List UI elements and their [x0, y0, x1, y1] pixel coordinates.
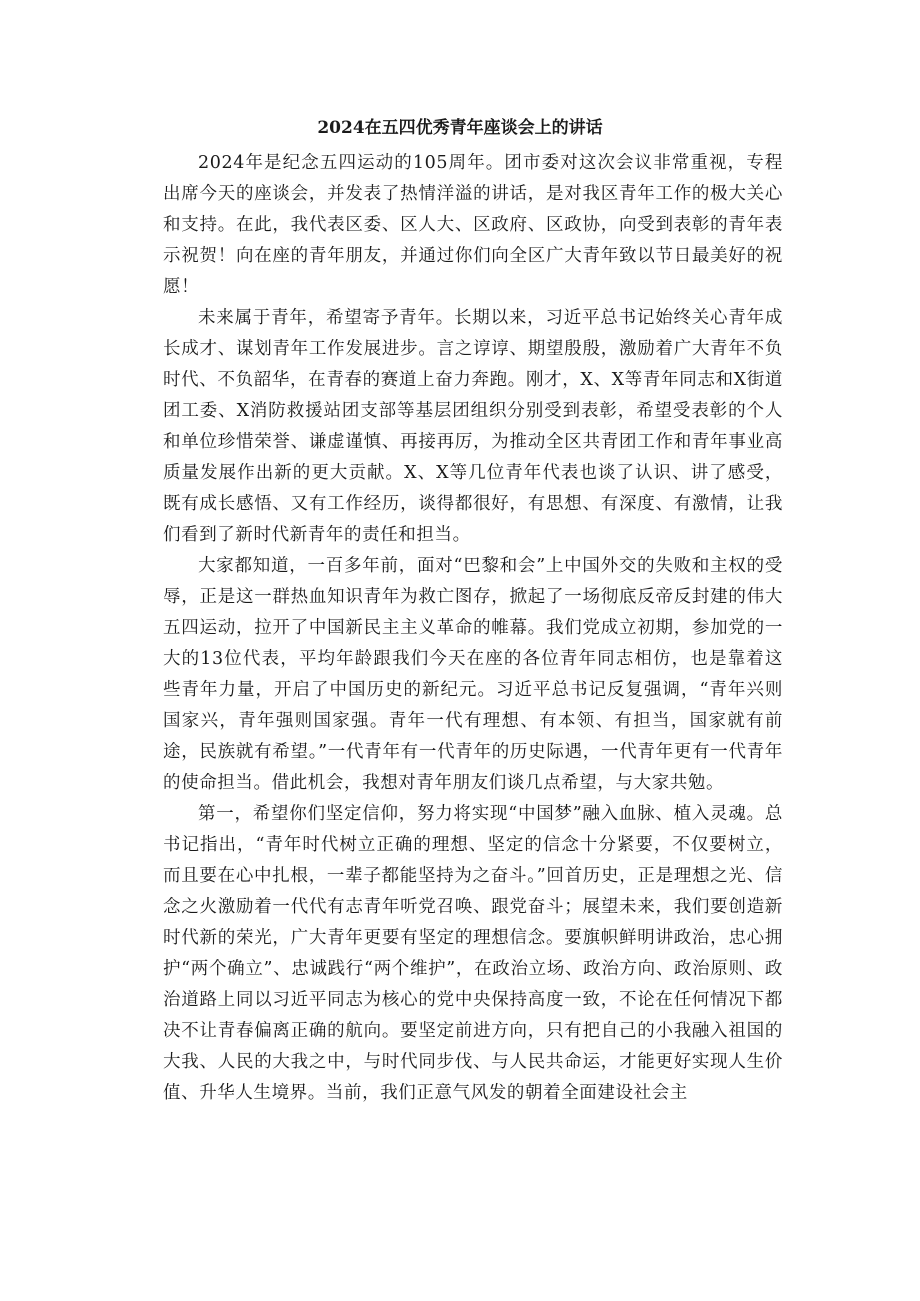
- paragraph-1: 2024年是纪念五四运动的105周年。团市委对这次会议非常重视，专程出席今天的座谈会，并发表了热情洋溢的讲话，是对我区青年工作的极大关心和支持。在此，我代表区委、区人大、区政府、区政协，向受到表彰的青年表示祝贺！向在座的青年朋友，并通过你们向全区广大青年致以节日最美好的祝愿！: [163, 153, 783, 297]
- paragraph-4: 第一，希望你们坚定信仰，努力将实现“中国梦”融入血脉、植入灵魂。总书记指出，“青年时代树立正确的理想、坚定的信念十分紧要，不仅要树立，而且要在心中扎根，一辈子都能坚持为之奋斗。”回首历史，正是理想之光、信念之火激励着一代代有志青年听党召唤、跟党奋斗；展望未来，我们要创造新时代新的荣光，广大青年更要有坚定的理想信念。要旗帜鲜明讲政治，忠心拥护“两个确立”、忠诚践行“两个维护”，在政治立场、政治方向、政治原则、政治道路上同以习近平同志为核心的党中央保持高度一致，不论在任何情况下都决不让青春偏离正确的航向。要坚定前进方向，只有把自己的小我融入祖国的大我、人民的大我之中，与时代同步伐、与人民共命运，才能更好实现人生价值、升华人生境界。当前，我们正意气风发的朝着全面建设社会主: [163, 804, 783, 1103]
- paragraph-3: 大家都知道，一百多年前，面对“巴黎和会”上中国外交的失败和主权的受辱，正是这一群热血知识青年为救亡图存，掀起了一场彻底反帝反封建的伟大五四运动，拉开了中国新民主主义革命的帷幕。我们党成立初期，参加党的一大的13位代表，平均年龄跟我们今天在座的各位青年同志相仿，也是靠着这些青年力量，开启了中国历史的新纪元。习近平总书记反复强调，“青年兴则国家兴，青年强则国家强。青年一代有理想、有本领、有担当，国家就有前途，民族就有希望。”一代青年有一代青年的历史际遇，一代青年更有一代青年的使命担当。借此机会，我想对青年朋友们谈几点希望，与大家共勉。: [163, 556, 783, 793]
- document-body: [163, 148, 783, 1109]
- paragraph-2: 未来属于青年，希望寄予青年。长期以来，习近平总书记始终关心青年成长成才、谋划青年工作发展进步。言之谆谆、期望殷殷，激励着广大青年不负时代、不负韶华，在青春的赛道上奋力奔跑。刚才，X、X等青年同志和X街道团工委、X消防救援站团支部等基层团组织分别受到表彰，希望受表彰的个人和单位珍惜荣誉、谦虚谨慎、再接再厉，为推动全区共青团工作和青年事业高质量发展作出新的更大贡献。X、X等几位青年代表也谈了认识、讲了感受，既有成长感悟、又有工作经历，谈得都很好，有思想、有深度、有激情，让我们看到了新时代新青年的责任和担当。: [163, 308, 783, 545]
- document-title: 2024在五四优秀青年座谈会上的讲话: [317, 118, 603, 138]
